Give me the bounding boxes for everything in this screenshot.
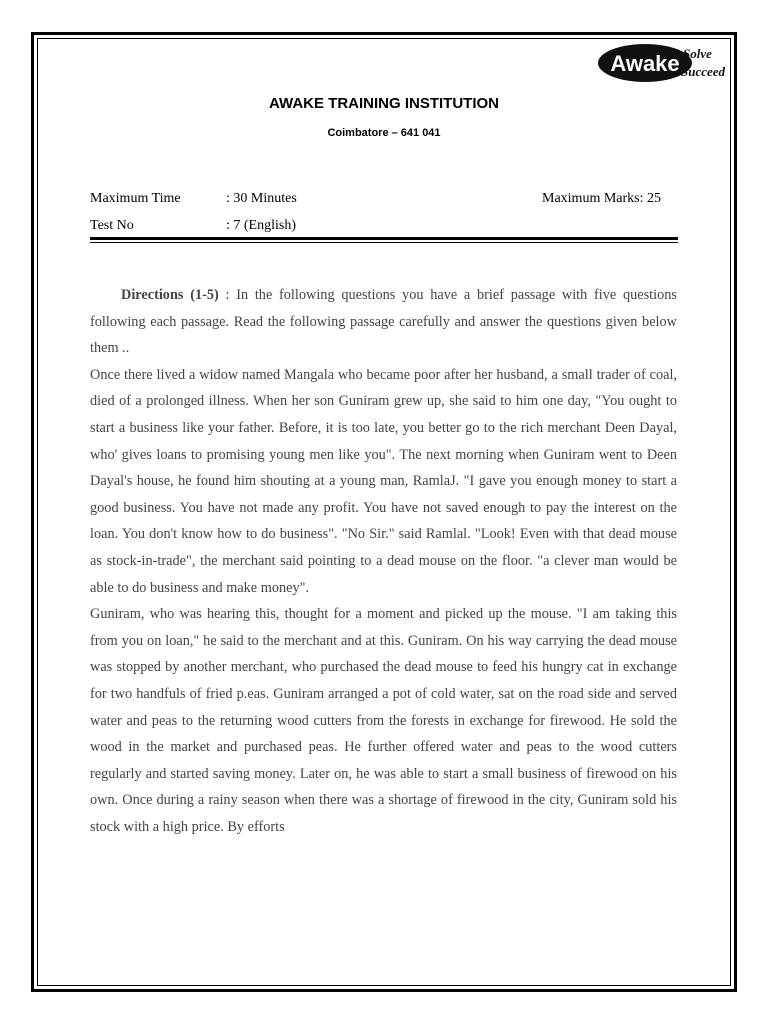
logo-tagline-1: Solve [683,46,712,61]
max-time-value: : 30 Minutes [226,191,297,206]
passage-paragraph-1: Once there lived a widow named Mangala who became poor after her husband, a small trader of coal, died of a prolonged illness. When her son Guniram grew up, she said to him one day, "You ought to start a business like your father. Before, it is too late, you better go to the rich merchant Deen Dayal, who' gives loans to promising young men like you". The next morning when Guniram went to Deen Dayal's house, he found him shouting at a young man, RamlaJ. "I gave you enough money to start a good business. You have not made any profit. You have not saved enough to pay the interest on the loan. You don't know how to do business". "No Sir." said Ramlal. "Look! Even with that dead mouse as stock-in-trade", the merchant said pointing to a dead mouse on the floor. "a clever man would be able to do business and make money". [90,366,677,596]
max-time-label: Maximum Time [90,191,181,206]
institution-title: AWAKE TRAINING INSTITUTION [269,95,499,112]
max-marks: Maximum Marks: 25 [542,191,661,206]
directions-paragraph [90,282,677,362]
awake-logo [597,42,731,84]
logo-tagline-2: Succeed [681,64,726,79]
directions-label: Directions (1-5) [121,287,219,303]
header-rule-thick [90,237,678,240]
passage-paragraph-2: Guniram, who was hearing this, thought for a moment and picked up the mouse. "I am taking this from you on loan," he said to the merchant and at this. Guniram. On his way carrying the dead mouse was stopped by another merchant, who purchased the dead mouse to feed his hungry cat in exchange for two handfuls of fried p.eas. Guniram arranged a pot of cold water, sat on the road side and served water and peas to the returning wood cutters from the forests in exchange for firewood. He sold the wood in the market and purchased peas. He further offered water and peas to the wood cutters regularly and started saving money. Later on, he was able to start a small business of firewood on his own. Once during a rainy season when there was a shortage of firewood in the city, Guniram sold his stock with a high price. By efforts [90,606,677,835]
directions-text: : In the following questions you have a brief passage with five questions following each passage. Read the following passage carefully and answer the questions given below them .. [90,287,677,357]
logo-brand-text: Awake [610,51,680,76]
passage-body [90,282,677,840]
test-no-label: Test No [90,218,134,233]
test-no-value: : 7 (English) [226,218,296,233]
header-rule-thin [90,242,678,243]
institution-address: Coimbatore – 641 041 [327,127,441,139]
